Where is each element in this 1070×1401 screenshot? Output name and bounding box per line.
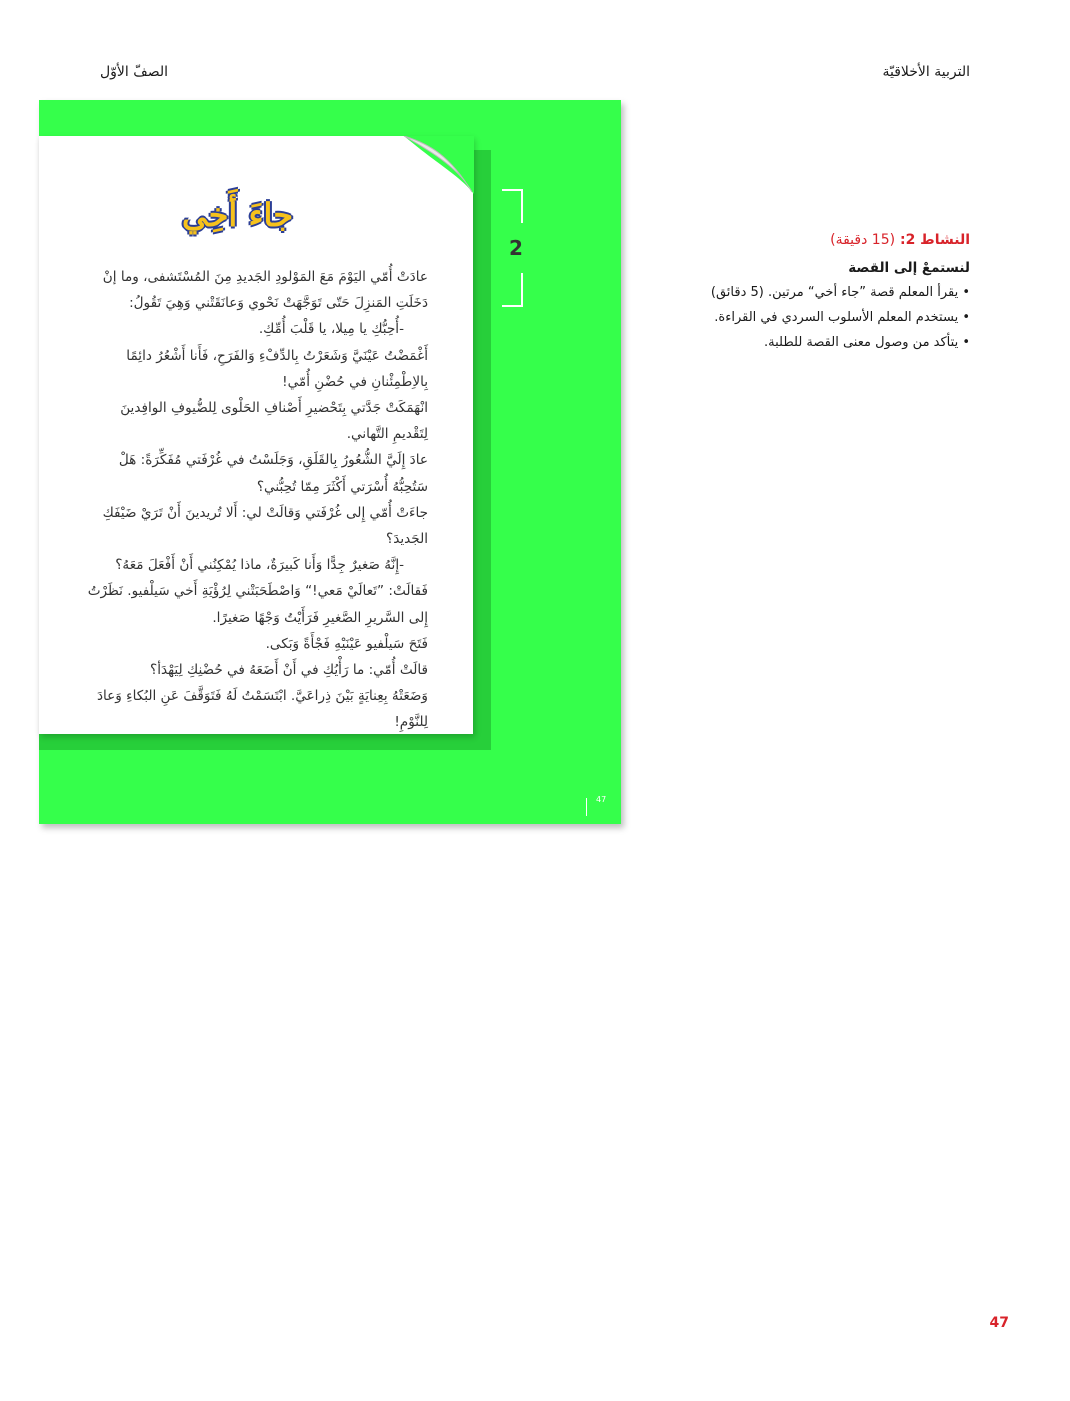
list-item: • يتأكد من وصول معنى القصة للطلبة. [670,330,970,355]
page-number: 47 [989,1315,1009,1331]
story-paragraph: عادَ إِلَيَّ الشُّعُورُ بِالقَلَقِ، وَجَلَسْتُ في غُرْفَتي مُفَكِّرَةً: هَلْ سَتُحِبُّهُ أُسْرَتي أَكْثَرَ مِمّا تُحِبُّني؟ [118,452,428,495]
story-paragraph: فَتَحَ سَيلْفيو عَيْنَيْهِ فَجْأَةً وَبَكى. [265,635,428,652]
story-paragraph: -أُحِبُّكِ يا مِيلا، يا قَلْبَ أُمِّكِ. [258,321,404,338]
activity-title [670,232,970,248]
list-item: • يقرأ المعلم قصة ”جاء أخي“ مرتين. (5 دقائق) [670,280,970,305]
story-paragraph: وَضَعَتْهُ بِعِنايَةٍ بَيْنَ ذِراعَيَّ. ابْتَسَمْتُ لَهُ فَتَوَقَّفَ عَنِ البُكاءِ وَعادَ لِلنَّوْمِ! [96,688,428,731]
page-divider [586,798,587,816]
story-paragraph: أَغْمَضْتُ عَيْنَيَّ وَشَعَرْتُ بِالدِّفْءِ وَالفَرَحِ، فَأَنا أَشْعُرُ دائِمًا بِالاِطْمِئْنانِ في حُضْنِ أُمّي! [126,347,428,390]
story-paragraph: عادَتْ أُمّي اليَوْمَ مَعَ المَوْلودِ الجَديدِ مِنَ المُسْتَشفى، وما إنْ دَخَلَتِ المَنزِلَ حَتّى تَوَجَّهَتْ نَحْوي وَعانَقَتْني وَهِيَ تَقُولُ: [102,269,428,312]
story-text [84,264,428,736]
story-paragraph: جاءَتْ أُمّي إِلى غُرْفَتي وَقالَتْ لي: أَلا تُريدينَ أَنْ تَرَيْ ضَيْفَكِ الجَديدَ؟ [102,504,428,548]
activity-duration: (15 دقيقة) [830,232,896,248]
story-title: جاءَ أَخِي [181,196,294,234]
story-paragraph: -إِنَّهُ صَغيرٌ جِدًّا وَأَنا كَبيرَةٌ، ماذا يُمْكِنُني أَنْ أَفْعَلَ مَعَهُ؟ [115,557,404,574]
story-paragraph: فَقالَتْ: ”تَعالَيْ مَعي!“ وَاصْطَحَبَتْني لِرُؤْيَةِ أَخي سَيلْفيو. نَظَرْتُ إِلى السَّريرِ الصَّغيرِ فَرَأَيْتُ وَجْهًا صَغيرًا. [87,583,428,626]
activity-label: النشاط 2: [899,232,970,248]
activity-panel [670,232,970,355]
book-page-number: 47 [596,795,607,804]
step-number: 2 [509,236,523,260]
page-curl-icon [400,136,474,194]
list-item: • يستخدم المعلم الأسلوب السردي في القراءة. [670,305,970,330]
activity-subtitle: لنستمعْ إلى القصة [848,260,970,276]
story-paragraph: انْهَمَكَتْ جَدَّتي بِتَحْضيرِ أَصْنافِ الحَلْوى لِلضُّيوفِ الوافِدينَ لِتَقْديمِ التَّهاني. [120,400,428,443]
grade-header: الصفّ الأوّل [100,64,169,80]
subject-header: التربية الأخلاقيّة [882,64,970,80]
story-paragraph: قالَتْ أُمّي: ما رَأْيُكِ في أَنْ أَضَعَهُ في حُضْنِكِ لِيَهْدَأ؟ [150,662,428,679]
activity-list [670,280,970,355]
